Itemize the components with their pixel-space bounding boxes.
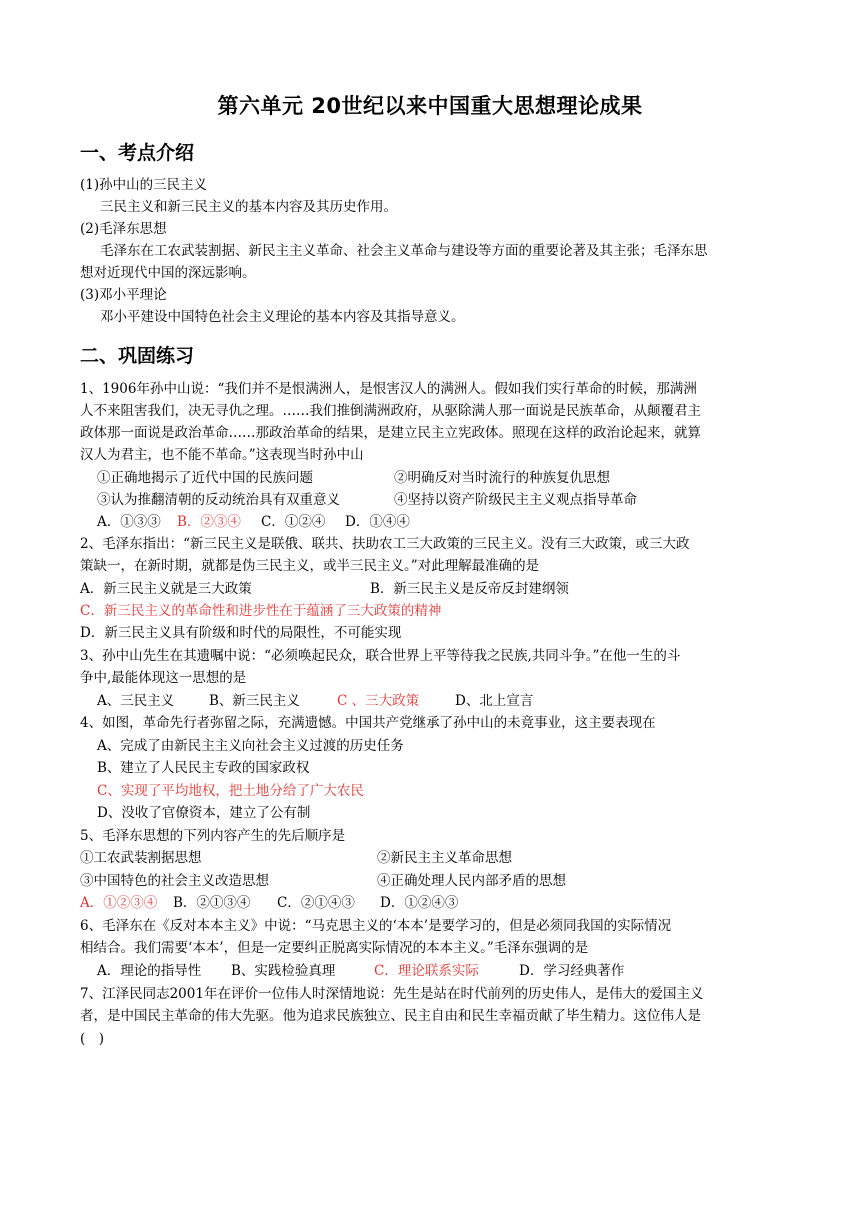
document-title: 第六单元 20世纪以来中国重大思想理论成果 bbox=[217, 94, 643, 118]
answer-options bbox=[80, 892, 780, 914]
option-d: D．①②④③ bbox=[380, 895, 459, 911]
statement: ②明确反对当时流行的种族复仇思想 bbox=[394, 470, 610, 486]
option-c-correct: C、实现了平均地权，把土地分给了广大农民 bbox=[97, 783, 364, 799]
option-a: A、完成了由新民主主义向社会主义过渡的历史任务 bbox=[97, 738, 404, 754]
statement: ①正确地揭示了近代中国的民族问题 bbox=[97, 470, 313, 486]
option-c: C．①②④ bbox=[261, 514, 326, 530]
option-d: D、没收了官僚资本，建立了公有制 bbox=[97, 805, 311, 821]
topic-description: 邓小平建设中国特色社会主义理论的基本内容及其指导意义。 bbox=[100, 309, 465, 325]
section-heading-gonggu: 二、巩固练习 bbox=[80, 345, 195, 367]
option-b: B、建立了人民民主专政的国家政权 bbox=[97, 760, 310, 776]
option-a: A．①③③ bbox=[97, 514, 161, 530]
statement-row bbox=[97, 489, 797, 511]
topic-label: (3)邓小平理论 bbox=[80, 287, 167, 303]
option-a: A．新三民主义就是三大政策 bbox=[80, 581, 252, 597]
question-stem: 政体那一面说是政治革命……那政治革命的结果，是建立民主立宪政体。照现在这样的政治论起来，就算 bbox=[80, 425, 701, 441]
statement: ④正确处理人民内部矛盾的思想 bbox=[377, 873, 566, 889]
answer-options bbox=[80, 578, 780, 600]
option-b-correct: B．②③④ bbox=[177, 514, 241, 530]
option-a: A、三民主义 bbox=[97, 693, 175, 709]
answer-options bbox=[97, 690, 797, 712]
statement: ②新民主主义革命思想 bbox=[377, 850, 512, 866]
topic-description: 三民主义和新三民主义的基本内容及其历史作用。 bbox=[100, 199, 397, 215]
option-c-correct: C 、三大政策 bbox=[337, 693, 420, 709]
answer-blank: ( ) bbox=[80, 1031, 105, 1047]
option-b: B、实践检验真理 bbox=[231, 963, 336, 979]
statement-row bbox=[80, 870, 780, 892]
statement: ①工农武装割据思想 bbox=[80, 850, 202, 866]
question-stem: 7、江泽民同志2001年在评价一位伟人时深情地说：先生是站在时代前列的历史伟人，是伟大的爱国主义 bbox=[80, 986, 704, 1002]
question-stem: 汉人为君主，也不能不革命。”这表现当时孙中山 bbox=[80, 447, 364, 463]
option-d: D．①④④ bbox=[345, 514, 410, 530]
option-d: D．学习经典著作 bbox=[519, 963, 625, 979]
question-stem: 策缺一，在新时期，就都是伪三民主义，或半三民主义。”对此理解最准确的是 bbox=[80, 558, 540, 574]
answer-options bbox=[97, 960, 797, 982]
option-c: C．②①④③ bbox=[277, 895, 355, 911]
statement: ④坚持以资产阶级民主主义观点指导革命 bbox=[394, 492, 637, 508]
option-a-correct: A．①②③④ bbox=[80, 895, 158, 911]
statement-row bbox=[80, 847, 780, 869]
question-stem: 6、毛泽东在《反对本本主义》中说：“马克思主义的‘本本’是要学习的，但是必须同我国的实际情况 bbox=[80, 918, 672, 934]
question-stem: 相结合。我们需要‘本本’，但是一定要纠正脱离实际情况的本本主义。”毛泽东强调的是 bbox=[80, 940, 589, 956]
question-stem: 者，是中国民主革命的伟大先驱。他为追求民族独立、民主自由和民生幸福贡献了毕生精力。这位伟人是 bbox=[80, 1008, 701, 1024]
question-stem: 1、1906年孙中山说：“我们并不是恨满洲人，是恨害汉人的满洲人。假如我们实行革命的时候，那满洲 bbox=[80, 381, 697, 397]
question-stem: 5、毛泽东思想的下列内容产生的先后顺序是 bbox=[80, 828, 346, 844]
option-b: B．②①③④ bbox=[173, 895, 251, 911]
topic-label: (1)孙中山的三民主义 bbox=[80, 177, 208, 193]
question-stem: 争中,最能体现这一思想的是 bbox=[80, 670, 247, 686]
option-c-correct: C．理论联系实际 bbox=[374, 963, 479, 979]
question-stem: 3、孙中山先生在其遗嘱中说：“必须唤起民众，联合世界上平等待我之民族,共同斗争。”在他一生的斗 bbox=[80, 648, 681, 664]
topic-description: 想对近现代中国的深远影响。 bbox=[80, 265, 256, 281]
topic-description: 毛泽东在工农武装割据、新民主主义革命、社会主义革命与建设等方面的重要论著及其主张；毛泽东思 bbox=[100, 243, 708, 259]
statement-row bbox=[97, 467, 797, 489]
option-d: D、北上宣言 bbox=[455, 693, 534, 709]
question-stem: 4、如图，革命先行者弥留之际，充满遗憾。中国共产党继承了孙中山的未竟事业，这主要表现在 bbox=[80, 715, 656, 731]
statement: ③中国特色的社会主义改造思想 bbox=[80, 873, 269, 889]
question-stem: 2、毛泽东指出：“新三民主义是联俄、联共、扶助农工三大政策的三民主义。没有三大政策，或三大政 bbox=[80, 536, 690, 552]
topic-label: (2)毛泽东思想 bbox=[80, 221, 167, 237]
question-stem: 人不来阻害我们，决无寻仇之理。……我们推倒满洲政府，从驱除满人那一面说是民族革命，从颠覆君主 bbox=[80, 403, 701, 419]
answer-options bbox=[97, 511, 797, 533]
option-a: A．理论的指导性 bbox=[97, 963, 202, 979]
statement: ③认为推翻清朝的反动统治具有双重意义 bbox=[97, 492, 340, 508]
option-b: B．新三民主义是反帝反封建纲领 bbox=[370, 581, 569, 597]
option-b: B、新三民主义 bbox=[209, 693, 300, 709]
option-c-correct: C．新三民主义的革命性和进步性在于蕴涵了三大政策的精神 bbox=[80, 603, 442, 619]
option-d: D．新三民主义具有阶级和时代的局限性，不可能实现 bbox=[80, 625, 402, 641]
section-heading-kaodian: 一、考点介绍 bbox=[80, 142, 195, 164]
